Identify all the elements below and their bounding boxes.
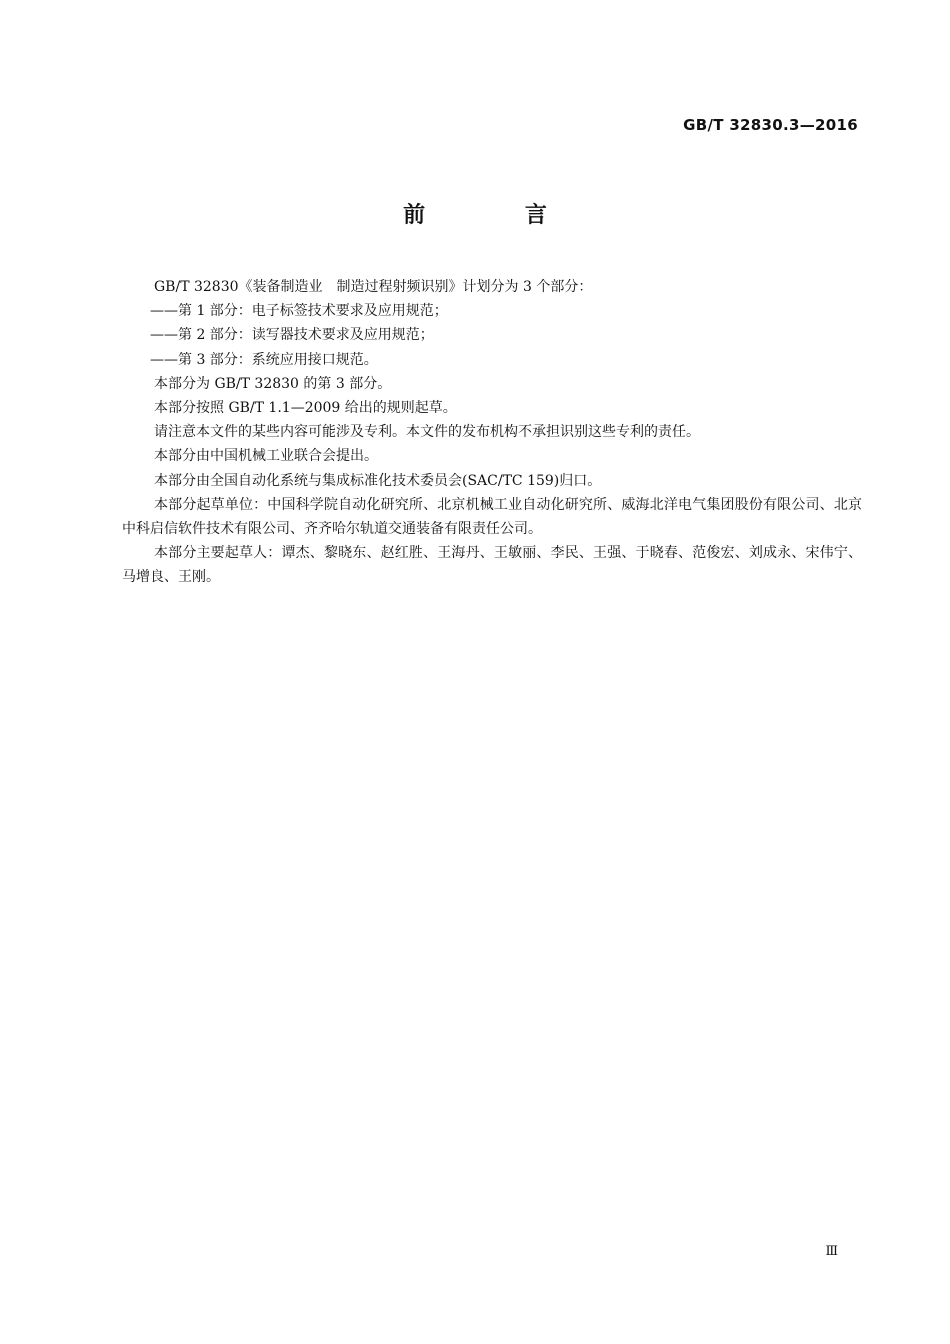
standard-number: GB/T 32830.3—2016	[683, 116, 858, 134]
paragraph-part-statement: 本部分为 GB/T 32830 的第 3 部分。	[154, 375, 392, 392]
paragraph-committee: 本部分由全国自动化系统与集成标准化技术委员会(SAC/TC 159)归口。	[154, 472, 602, 489]
paragraph-patent-notice: 请注意本文件的某些内容可能涉及专利。本文件的发布机构不承担识别这些专利的责任。	[154, 424, 700, 441]
page-title: 前 言	[403, 203, 593, 228]
foreword-body	[122, 275, 862, 590]
list-item-part-2: ——第 2 部分：读写器技术要求及应用规范；	[150, 327, 434, 344]
page-number: Ⅲ	[825, 1244, 838, 1259]
paragraph-parts-intro: GB/T 32830《装备制造业 制造过程射频识别》计划分为 3 个部分：	[154, 279, 593, 295]
list-item-part-3: ——第 3 部分：系统应用接口规范。	[150, 351, 378, 368]
paragraph-drafting-rules: 本部分按照 GB/T 1.1—2009 给出的规则起草。	[154, 400, 457, 417]
list-item-part-1: ——第 1 部分：电子标签技术要求及应用规范；	[150, 303, 448, 320]
paragraph-drafters: 本部分主要起草人：谭杰、黎晓东、赵红胜、王海丹、王敏丽、李民、王强、于晓春、范俊宏、刘成永、宋伟宁、马增良、王刚。	[122, 545, 862, 586]
paragraph-drafting-units: 本部分起草单位：中国科学院自动化研究所、北京机械工业自动化研究所、威海北洋电气集团股份有限公司、北京中科启信软件技术有限公司、齐齐哈尔轨道交通装备有限责任公司。	[122, 496, 862, 538]
paragraph-proposer: 本部分由中国机械工业联合会提出。	[154, 448, 378, 465]
